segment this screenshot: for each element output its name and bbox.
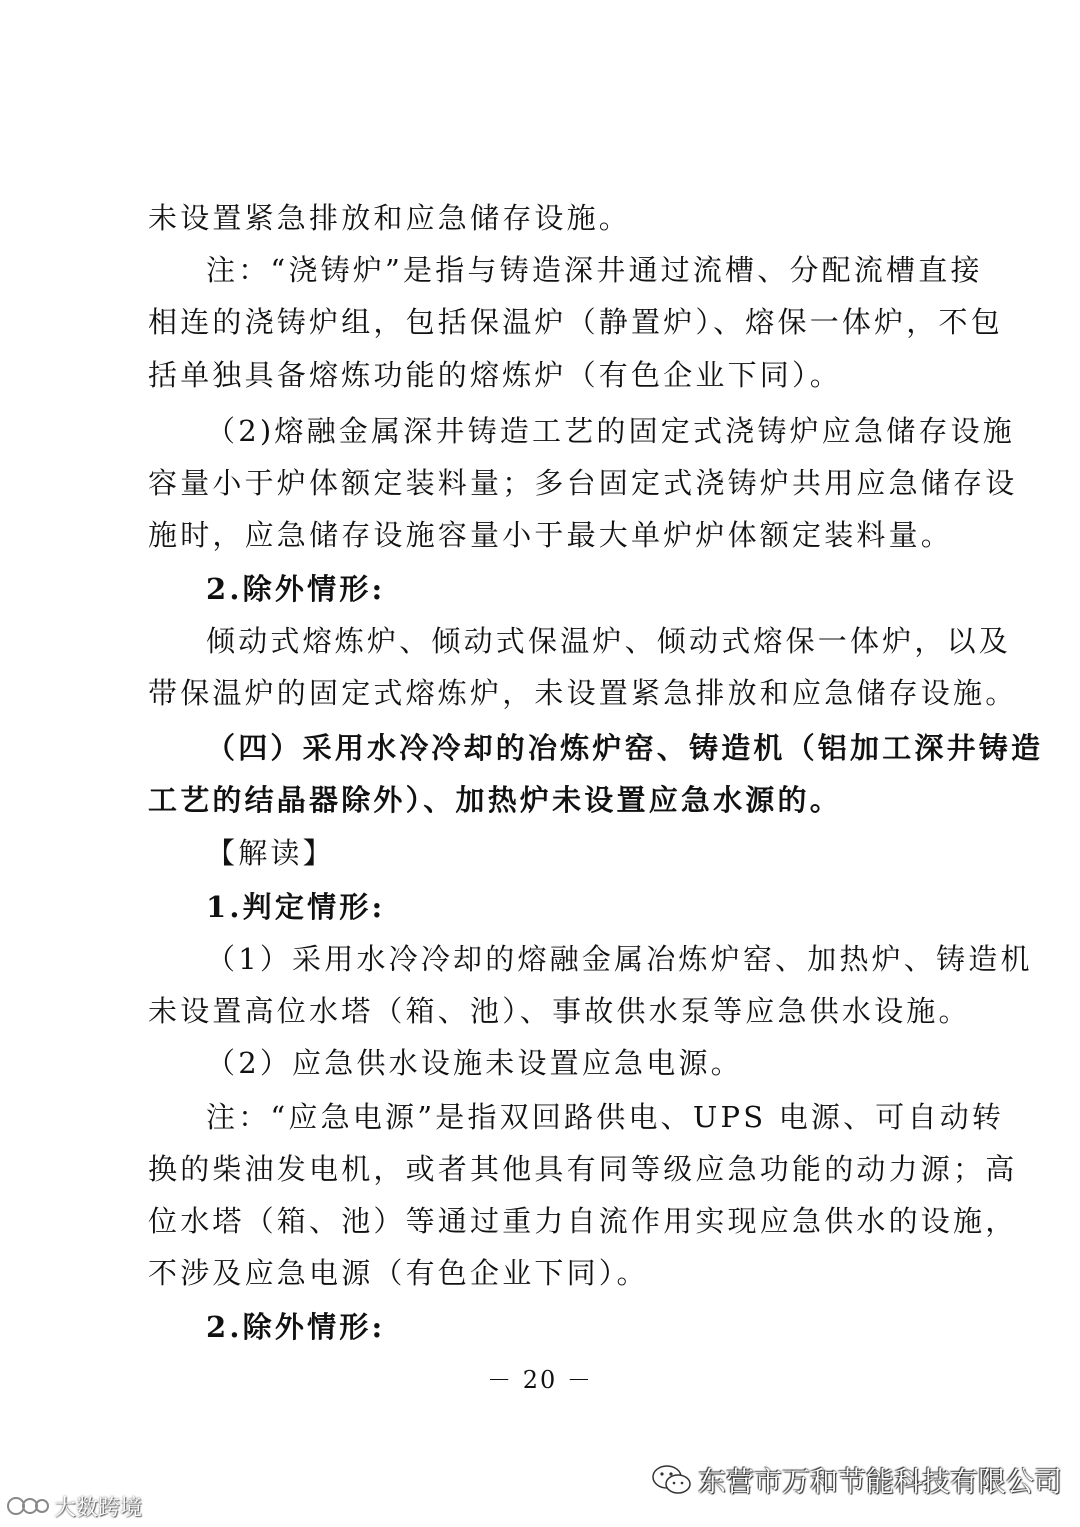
text-line: 容量小于炉体额定装料量；多台固定式浇铸炉共用应急储存设 bbox=[148, 466, 1018, 500]
source-watermark bbox=[6, 1490, 142, 1522]
text-line: （四）采用水冷冷却的冶炼炉窑、铸造机（铝加工深井铸造 bbox=[206, 731, 1044, 765]
text-line: 相连的浇铸炉组，包括保温炉（静置炉）、熔保一体炉，不包 bbox=[148, 305, 1003, 339]
text-line: 位水塔（箱、池）等通过重力自流作用实现应急供水的设施， bbox=[148, 1204, 1018, 1238]
text-line: 括单独具备熔炼功能的熔炼炉（有色企业下同）。 bbox=[148, 358, 842, 392]
watermark-company: 东营市万和节能科技有限公司 bbox=[698, 1465, 1063, 1498]
text-line: 不涉及应急电源（有色企业下同）。 bbox=[148, 1256, 649, 1290]
text-line: 未设置高位水塔（箱、池）、事故供水泵等应急供水设施。 bbox=[148, 994, 971, 1028]
page-number: － 20 － bbox=[487, 1366, 593, 1394]
text-line: 2.除外情形: bbox=[206, 572, 386, 606]
text-line: 带保温炉的固定式熔炼炉，未设置紧急排放和应急储存设施。 bbox=[148, 676, 1018, 710]
text-line: 注：“应急电源”是指双回路供电、UPS 电源、可自动转 bbox=[206, 1100, 1005, 1134]
wechat-icon bbox=[650, 1462, 694, 1498]
watermark-source: 大数跨境 bbox=[54, 1495, 143, 1521]
text-line: 工艺的结晶器除外）、加热炉未设置应急水源的。 bbox=[148, 783, 842, 817]
text-line: （2）应急供水设施未设置应急电源。 bbox=[206, 1046, 743, 1080]
wechat-watermark bbox=[650, 1460, 1062, 1500]
text-line: （2)熔融金属深井铸造工艺的固定式浇铸炉应急储存设施 bbox=[206, 414, 1015, 448]
text-line: 1.判定情形: bbox=[206, 890, 386, 924]
text-line: 换的柴油发电机，或者其他具有同等级应急功能的动力源；高 bbox=[148, 1152, 1018, 1186]
text-line: 施时，应急储存设施容量小于最大单炉炉体额定装料量。 bbox=[148, 518, 954, 552]
text-line: 未设置紧急排放和应急储存设施。 bbox=[148, 201, 632, 235]
text-line: 【解读】 bbox=[206, 836, 335, 870]
text-line: 倾动式熔炼炉、倾动式保温炉、倾动式熔保一体炉，以及 bbox=[206, 624, 1012, 658]
text-line: 2.除外情形: bbox=[206, 1310, 386, 1344]
text-line: （1）采用水冷冷却的熔融金属冶炼炉窑、加热炉、铸造机 bbox=[206, 942, 1033, 976]
text-line: 注：“浇铸炉”是指与铸造深井通过流槽、分配流槽直接 bbox=[206, 253, 983, 287]
logo-icon bbox=[6, 1494, 50, 1518]
